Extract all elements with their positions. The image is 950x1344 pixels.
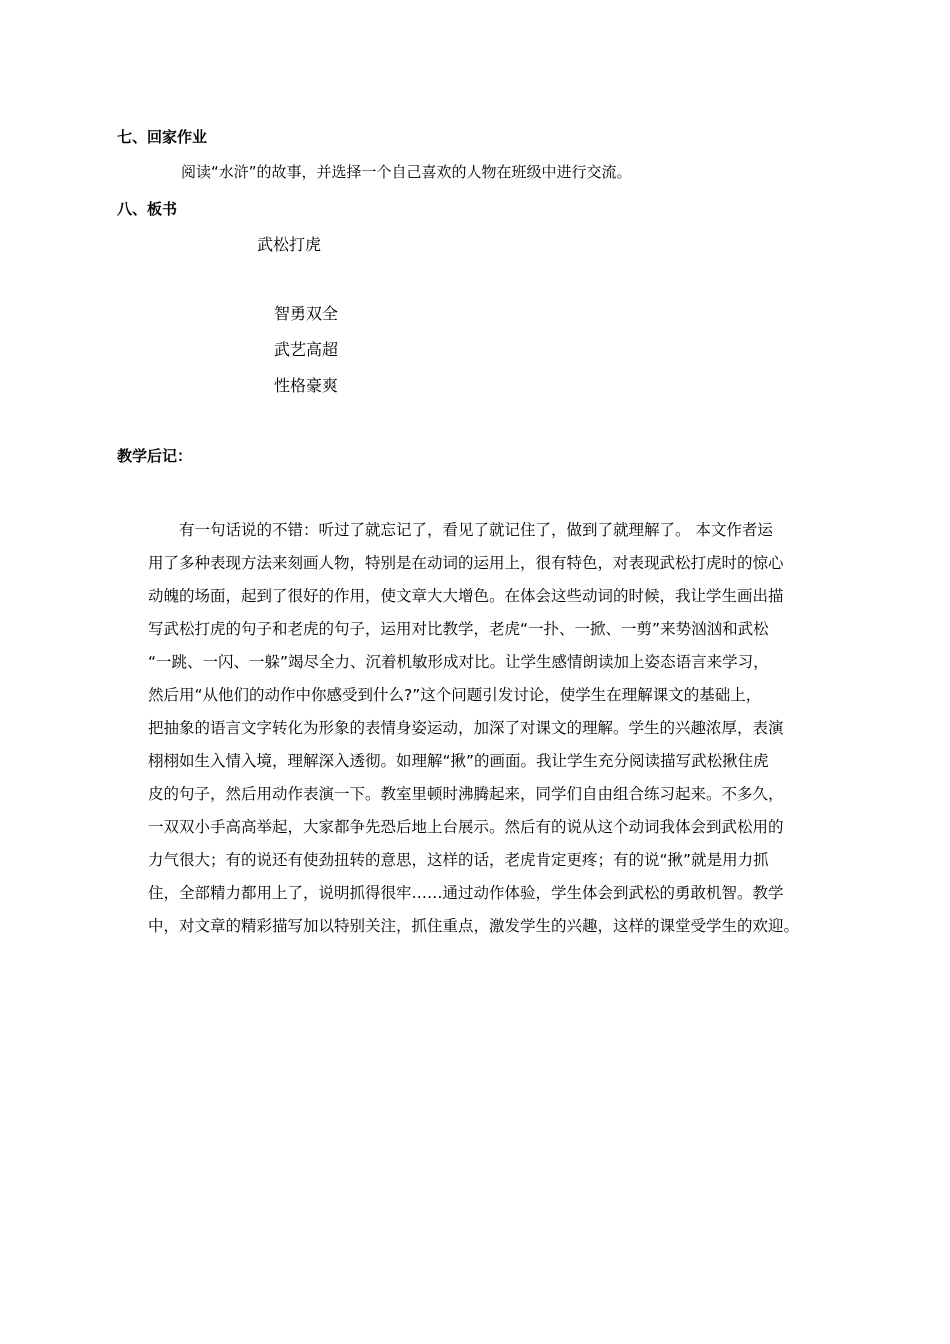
paragraph-line: 动魄的场面，起到了很好的作用，使文章大大增色。在体会这些动词的时候，我让学生画出描 bbox=[148, 587, 784, 605]
board-item: 性格豪爽 bbox=[274, 376, 339, 395]
paragraph-line: 然后用“从他们的动作中你感受到什么?”这个问题引发讨论，使学生在理解课文的基础上， bbox=[148, 686, 762, 704]
paragraph-line: 写武松打虎的句子和老虎的句子，运用对比教学，老虎“一扑、一掀、一剪”来势汹汹和武松 bbox=[148, 620, 769, 638]
paragraph-line: 力气很大；有的说还有使劲扭转的意思，这样的话，老虎肯定更疼；有的说“揪”就是用力抓 bbox=[148, 851, 769, 869]
paragraph-line: 皮的句子，然后用动作表演一下。教室里顿时沸腾起来，同学们自由组合练习起来。不多久， bbox=[148, 785, 784, 803]
board-heading: 八、板书 bbox=[117, 200, 178, 218]
paragraph-line: 住，全部精力都用上了，说明抓得很牢……通过动作体验，学生体会到武松的勇敢机智。教学 bbox=[148, 884, 784, 902]
paragraph-line: 用了多种表现方法来刻画人物，特别是在动词的运用上，很有特色，对表现武松打虎时的惊心 bbox=[148, 554, 784, 572]
paragraph-line: 中，对文章的精彩描写加以特别关注，抓住重点，激发学生的兴趣，这样的课堂受学生的欢迎。 bbox=[148, 917, 800, 935]
paragraph-line: 栩栩如生入情入境，理解深入透彻。如理解“揪”的画面。我让学生充分阅读描写武松揪住虎 bbox=[148, 752, 769, 770]
board-item: 智勇双全 bbox=[274, 304, 339, 323]
board-title: 武松打虎 bbox=[257, 235, 322, 254]
paragraph-line: 一双双小手高高举起，大家都争先恐后地上台展示。然后有的说从这个动词我体会到武松用的 bbox=[148, 818, 784, 836]
paragraph-line: 有一句话说的不错：听过了就忘记了，看见了就记住了，做到了就理解了。 本文作者运 bbox=[148, 521, 773, 539]
reflection-paragraph bbox=[148, 514, 852, 943]
paragraph-line: 把抽象的语言文字转化为形象的表情身姿运动，加深了对课文的理解。学生的兴趣浓厚，表演 bbox=[148, 719, 784, 737]
board-item: 武艺高超 bbox=[274, 340, 339, 359]
homework-text: 阅读“水浒”的故事，并选择一个自己喜欢的人物在班级中进行交流。 bbox=[181, 163, 632, 181]
homework-heading: 七、回家作业 bbox=[117, 128, 208, 146]
reflection-heading: 教学后记： bbox=[117, 447, 193, 465]
paragraph-line: “一跳、一闪、一躲”竭尽全力、沉着机敏形成对比。让学生感情朗读加上姿态语言来学习， bbox=[148, 653, 769, 671]
